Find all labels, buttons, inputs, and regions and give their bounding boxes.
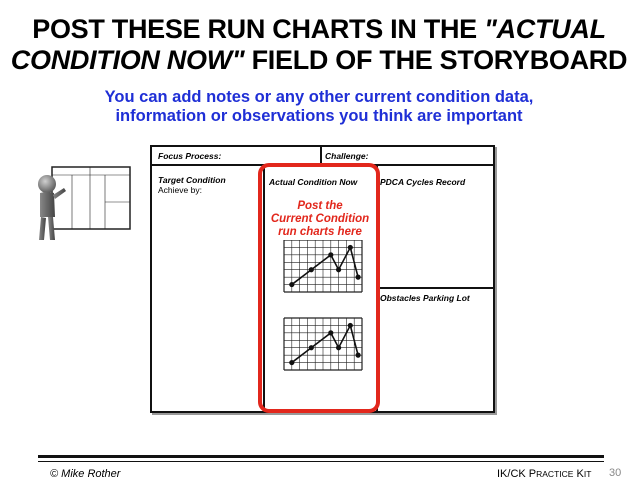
pdca-cycles-label: PDCA Cycles Record xyxy=(380,177,466,187)
page-title xyxy=(0,14,638,76)
achieve-by-label: Achieve by: xyxy=(158,185,202,195)
title-part1: POST THESE RUN CHARTS IN THE xyxy=(32,14,485,44)
subtitle-line1: You can add notes or any other current condition data, xyxy=(104,88,534,106)
subtitle-line2: information or observations you think are important xyxy=(115,107,523,125)
footer-kit-name: IK/CK PRACTICE KIT xyxy=(497,468,592,480)
page-number: 30 xyxy=(609,467,622,479)
callout-line2: Current Condition xyxy=(270,213,370,225)
title-part3: FIELD OF THE STORYBOARD xyxy=(244,45,628,75)
target-condition-label: Target Condition xyxy=(158,175,226,185)
actual-condition-label: Actual Condition Now xyxy=(269,177,358,187)
callout-line1: Post the xyxy=(297,200,343,212)
challenge-label: Challenge: xyxy=(325,151,369,161)
subtitle xyxy=(0,88,638,126)
footer-rule xyxy=(38,455,604,458)
footer-rule-thin xyxy=(38,461,604,462)
callout-line3: run charts here xyxy=(278,226,362,238)
focus-process-label: Focus Process: xyxy=(158,151,222,161)
title-part2: "ACTUAL CONDITION NOW" xyxy=(10,14,606,75)
obstacles-parking-lot-label: Obstacles Parking Lot xyxy=(380,293,470,303)
callout-note xyxy=(262,200,378,239)
footer-copyright: © Mike Rother xyxy=(50,468,121,480)
presenter-icon xyxy=(32,162,132,242)
